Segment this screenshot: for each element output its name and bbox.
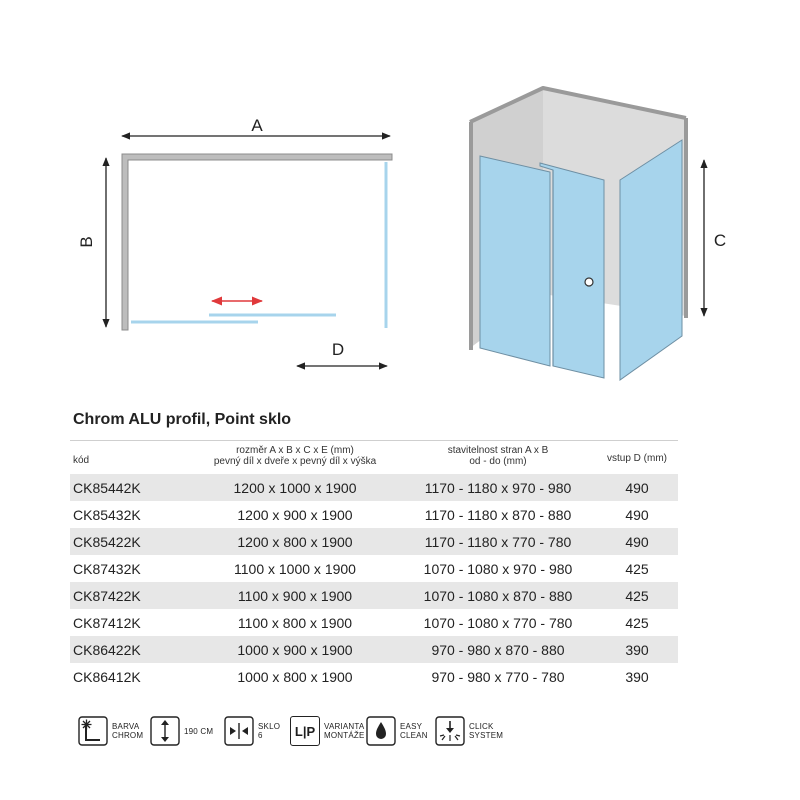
click-icon (435, 716, 465, 746)
header-entry: vstup D (mm) (607, 453, 667, 464)
header-adjustability-line2: od - do (mm) (469, 456, 527, 467)
table-header (70, 440, 678, 471)
perspective-view (470, 88, 726, 380)
header-dimensions-line2: pevný díl x dveře x pevný díl x výška (213, 456, 377, 467)
chrome-profile-icon (78, 716, 108, 746)
cell-dimensions: 1200 x 1000 x 1900 (233, 480, 357, 496)
table-row (70, 528, 678, 555)
header-dimensions (210, 445, 380, 467)
feature-icons (78, 714, 538, 748)
feature-color-line1: BARVA (112, 722, 140, 731)
header-adjustability (398, 445, 598, 467)
feature-install-line1: VARIANTA (324, 722, 365, 731)
table-row (70, 663, 678, 690)
wall-profile (122, 154, 392, 330)
door-knob (585, 278, 593, 286)
feature-color-line2: CHROM (112, 731, 144, 740)
cell-dimensions: 1000 x 800 x 1900 (237, 669, 353, 685)
cell-dimensions: 1200 x 800 x 1900 (237, 534, 353, 550)
table-row (70, 582, 678, 609)
dimension-b-label: B (77, 236, 96, 248)
cell-entry: 390 (625, 642, 649, 658)
cell-entry: 490 (625, 534, 649, 550)
cell-entry: 425 (625, 561, 649, 577)
left-right-icon: L|P (290, 716, 320, 746)
cell-entry: 425 (625, 588, 649, 604)
side-glass-right (620, 140, 682, 380)
cell-adjustability: 1170 - 1180 x 970 - 980 (424, 480, 572, 496)
cell-adjustability: 970 - 980 x 770 - 780 (431, 669, 565, 685)
feature-glass (224, 714, 280, 748)
cell-dimensions: 1200 x 900 x 1900 (237, 507, 353, 523)
feature-clean-line1: EASY (400, 722, 423, 731)
header-dimensions-line1: rozměr A x B x C x E (mm) (236, 445, 354, 456)
feature-clean-line2: CLEAN (400, 731, 428, 740)
feature-install-line2: MONTÁŽE (324, 731, 365, 740)
dimension-d-label: D (331, 340, 345, 359)
table-row (70, 555, 678, 582)
plan-view (77, 116, 392, 366)
feature-click-line1: CLICK (469, 722, 494, 731)
table-row (70, 501, 678, 528)
water-drop-icon (366, 716, 396, 746)
feature-install (290, 714, 365, 748)
cell-entry: 490 (625, 507, 649, 523)
cell-code: CK86412K (73, 669, 141, 685)
cell-code: CK85422K (73, 534, 141, 550)
feature-height (150, 714, 213, 748)
feature-glass-line2: 6 (258, 731, 263, 740)
table-row (70, 636, 678, 663)
feature-click-system (435, 714, 503, 748)
dimension-a-label: A (251, 116, 263, 135)
fixed-glass-front (480, 156, 550, 366)
cell-adjustability: 970 - 980 x 870 - 880 (431, 642, 565, 658)
glass-thickness-icon (224, 716, 254, 746)
cell-code: CK87422K (73, 588, 141, 604)
feature-click-line2: SYSTEM (469, 731, 504, 740)
height-icon (150, 716, 180, 746)
cell-dimensions: 1100 x 900 x 1900 (237, 588, 353, 604)
cell-adjustability: 1170 - 1180 x 870 - 880 (424, 507, 572, 523)
cell-code: CK86422K (73, 642, 141, 658)
cell-code: CK87432K (73, 561, 141, 577)
cell-code: CK87412K (73, 615, 141, 631)
cell-adjustability: 1170 - 1180 x 770 - 780 (424, 534, 572, 550)
table-body (70, 474, 678, 690)
header-code: kód (73, 455, 90, 466)
dimension-c-label: C (713, 231, 727, 250)
table-title: Chrom ALU profil, Point sklo (73, 411, 292, 428)
feature-height-label: 190 CM (184, 726, 214, 736)
cell-adjustability: 1070 - 1080 x 970 - 980 (423, 561, 573, 577)
header-adjustability-line1: stavitelnost stran A x B (447, 445, 549, 456)
cell-adjustability: 1070 - 1080 x 770 - 780 (423, 615, 573, 631)
cell-code: CK85442K (73, 480, 141, 496)
cell-dimensions: 1000 x 900 x 1900 (237, 642, 353, 658)
table-row (70, 474, 678, 501)
cell-entry: 490 (625, 480, 649, 496)
cell-code: CK85432K (73, 507, 141, 523)
cell-entry: 425 (625, 615, 649, 631)
cell-dimensions: 1100 x 800 x 1900 (237, 615, 353, 631)
feature-easy-clean (366, 714, 428, 748)
cell-adjustability: 1070 - 1080 x 870 - 880 (423, 588, 573, 604)
cell-dimensions: 1100 x 1000 x 1900 (234, 561, 356, 577)
table-row (70, 609, 678, 636)
cell-entry: 390 (625, 669, 649, 685)
feature-glass-line1: SKLO (258, 722, 281, 731)
feature-color (78, 714, 143, 748)
